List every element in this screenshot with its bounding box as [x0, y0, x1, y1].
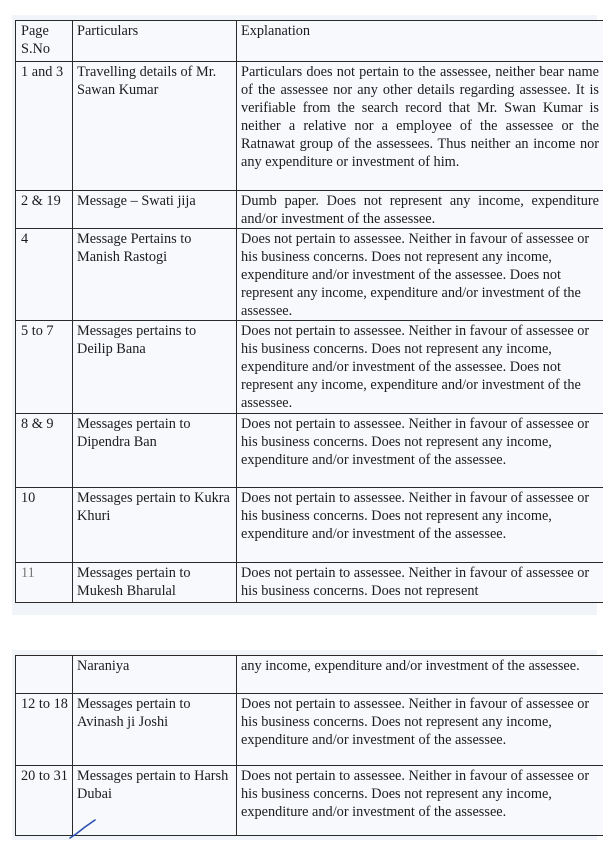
explanation-cell: Particulars does not pertain to the assessee, neither bear name of the assessee nor any other details regarding assessee. It is verifiable from the search record that Mr. Swan Kumar is neither a relative nor a employee of the assessee or the Ratnawat group of the assessees. Thus neither an income nor any expenditure or investment of him.: [237, 62, 603, 191]
explanation-cell: Does not pertain to assessee. Neither in favour of assessee or his business concerns. Does not represent any income, expenditure and/or investment of the assessee.: [237, 414, 603, 488]
pen-stroke-mark: [68, 818, 98, 840]
explanation-cell: Dumb paper. Does not represent any income, expenditure and/or investment of the assessee.: [237, 191, 603, 229]
table-header-row: [16, 21, 603, 62]
particulars-cell: Message Pertains to Manish Rastogi: [73, 229, 237, 321]
particulars-cell: Message – Swati jija: [73, 191, 237, 229]
particulars-cell: Messages pertain to Dipendra Ban: [73, 414, 237, 488]
particulars-cell: Messages pertain to Mukesh Bharulal: [73, 563, 237, 603]
table-row: [16, 414, 603, 488]
explanation-table-part-1: [15, 20, 603, 603]
table-row: [16, 321, 603, 414]
page-sno-cell: 20 to 31: [16, 766, 73, 836]
explanation-cell: Does not pertain to assessee. Neither in favour of assessee or his business concerns. Does not represent any income, expenditure and/or investment of the assessee.: [237, 694, 603, 766]
particulars-cell: Messages pertain to Avinash ji Joshi: [73, 694, 237, 766]
page-sno-cell: 2 & 19: [16, 191, 73, 229]
particulars-cell: Travelling details of Mr. Sawan Kumar: [73, 62, 237, 191]
page-sno-cell: 1 and 3: [16, 62, 73, 191]
table-row: [16, 563, 603, 603]
table-row: [16, 694, 603, 766]
explanation-cell: Does not pertain to assessee. Neither in favour of assessee or his business concerns. Does not represent any income, expenditure and/or investment of the assessee. Does not represent any income, expenditure and/or investment of the assessee.: [237, 229, 603, 321]
page-sno-cell: 8 & 9: [16, 414, 73, 488]
table-row: [16, 191, 603, 229]
particulars-cell: Messages pertain to Harsh Dubai: [73, 766, 237, 836]
particulars-cell: Messages pertain to Kukra Khuri: [73, 488, 237, 563]
explanation-cell: any income, expenditure and/or investment of the assessee.: [237, 656, 603, 694]
page-sno-cell: [16, 656, 73, 694]
particulars-cell: Naraniya: [73, 656, 237, 694]
explanation-cell: Does not pertain to assessee. Neither in favour of assessee or his business concerns. Does not represent any income, expenditure and/or investment of the assessee.: [237, 488, 603, 563]
explanation-cell: Does not pertain to assessee. Neither in favour of assessee or his business concerns. Does not represent any income, expenditure and/or investment of the assessee.: [237, 766, 603, 836]
page-sno-cell: 11: [16, 563, 73, 603]
header-page-sno: Page S.No: [16, 21, 73, 62]
page-sno-cell: 10: [16, 488, 73, 563]
explanation-table-part-2: [15, 655, 603, 836]
header-explanation: Explanation: [237, 21, 603, 62]
explanation-cell: Does not pertain to assessee. Neither in favour of assessee or his business concerns. Does not represent: [237, 563, 603, 603]
page-sno-cell: 5 to 7: [16, 321, 73, 414]
header-particulars: Particulars: [73, 21, 237, 62]
table-row: [16, 766, 603, 836]
table-row: [16, 229, 603, 321]
explanation-cell: Does not pertain to assessee. Neither in favour of assessee or his business concerns. Does not represent any income, expenditure and/or investment of the assessee. Does not represent any income, expenditure and/or investment of the assessee.: [237, 321, 603, 414]
table-row: [16, 62, 603, 191]
table-row: [16, 488, 603, 563]
table-row: [16, 656, 603, 694]
page-sno-cell: 12 to 18: [16, 694, 73, 766]
particulars-cell: Messages pertains to Deilip Bana: [73, 321, 237, 414]
page-sno-cell: 4: [16, 229, 73, 321]
